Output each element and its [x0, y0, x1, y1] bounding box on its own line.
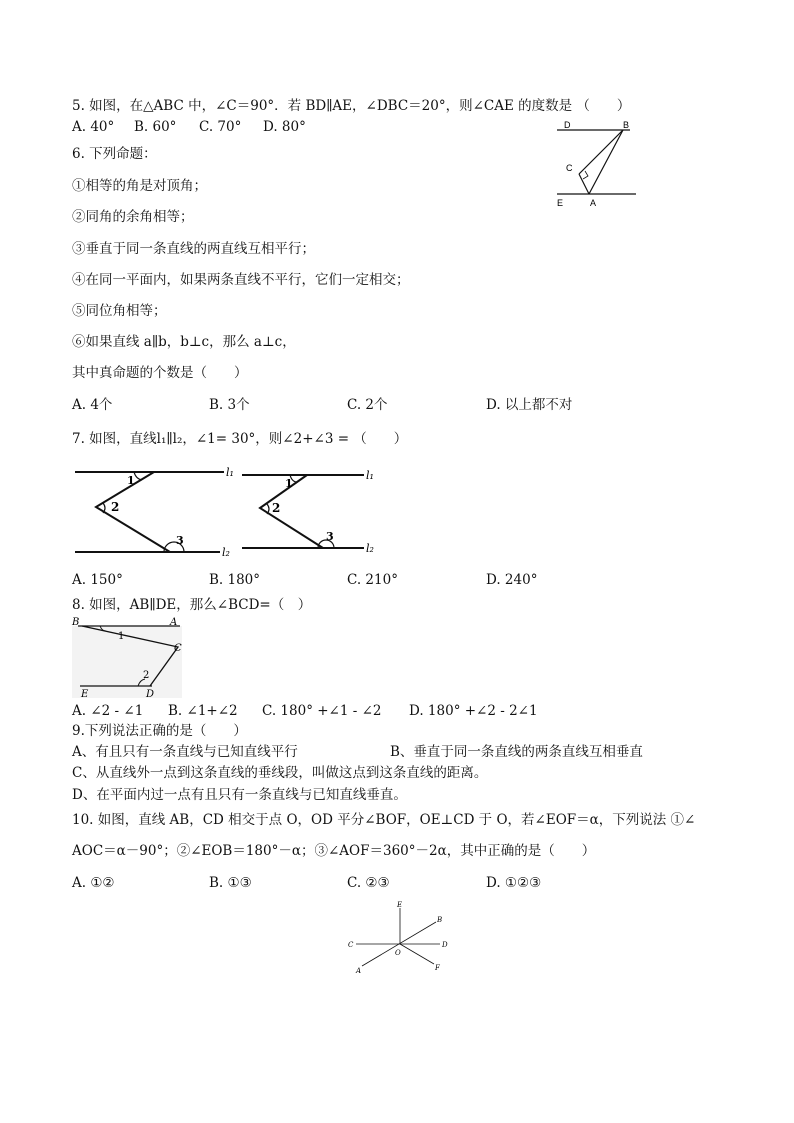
q6-item-2: ②同角的余角相等；	[72, 209, 194, 225]
q7-option-c: C. 210°	[347, 572, 398, 588]
q7-left-label-2: 2	[111, 500, 120, 514]
q7-left-label-3: 3	[176, 534, 184, 547]
q8-stem: 8. 如图，AB∥DE，那么∠BCD=（ ）	[72, 597, 312, 613]
q10-figure	[344, 900, 454, 980]
q5-stem: 5. 如图，在△ABC 中，∠C＝90°．若 BD∥AE，∠DBC＝20°，则∠CAE 的度数是 （ ）	[72, 98, 631, 114]
q6-option-c: C. 2个	[347, 397, 388, 413]
q7-right-label-l2: l₂	[366, 542, 374, 555]
q6-question: 其中真命题的个数是（ ）	[72, 365, 248, 381]
q7-figure-left	[72, 460, 242, 560]
q8-label-c: C	[174, 643, 182, 654]
q9-option-a: A、有且只有一条直线与已知直线平行	[72, 744, 298, 760]
q6-option-b: B. 3个	[209, 397, 250, 413]
q10-label-d: D	[442, 941, 448, 949]
q7-right-label-2: 2	[272, 501, 281, 515]
q9-option-b: B、垂直于同一条直线的两条直线互相垂直	[390, 744, 643, 760]
q6-stem: 6. 下列命题：	[72, 146, 157, 162]
q7-right-label-3: 3	[326, 530, 334, 543]
q8-option-d: D. 180° +∠2 - 2∠1	[409, 703, 538, 719]
q8-label-d: D	[146, 689, 155, 700]
q5-option-c: C. 70°	[199, 119, 242, 135]
q10-option-b: B. ①③	[209, 875, 252, 891]
q9-option-c: C、从直线外一点到这条直线的垂线段，叫做这点到这条直线的距离。	[72, 765, 488, 781]
q9-option-d: D、在平面内过一点有且只有一条直线与已知直线垂直。	[72, 787, 407, 803]
q8-label-a: A	[170, 617, 178, 628]
q8-label-1: 1	[118, 631, 125, 642]
q10-label-a: A	[356, 967, 362, 975]
q8-option-a: A. ∠2 - ∠1	[72, 703, 144, 719]
q7-stem: 7. 如图，直线l₁∥l₂，∠1= 30°，则∠2+∠3 = （ ）	[72, 431, 408, 447]
q5-option-b: B. 60°	[134, 119, 177, 135]
q10-stem-line2: AOC＝α－90°；②∠EOB＝180°－α；③∠AOF＝360°－2α，其中正确的是（ ）	[72, 843, 596, 859]
q7-option-a: A. 150°	[72, 572, 123, 588]
q9-stem: 9.下列说法正确的是（ ）	[72, 723, 247, 739]
q10-label-e: E	[397, 901, 403, 909]
q7-left-label-l1: l₁	[226, 466, 234, 479]
q5-option-a: A. 40°	[72, 119, 115, 135]
q6-option-a: A. 4个	[72, 397, 113, 413]
q8-figure	[72, 614, 187, 700]
q5-figure	[550, 118, 650, 210]
q8-option-b: B. ∠1+∠2	[168, 703, 238, 719]
q5-label-a: A	[590, 198, 597, 208]
q7-right-label-l1: l₁	[366, 469, 374, 482]
q8-label-2: 2	[143, 670, 150, 681]
q5-label-d: D	[564, 120, 571, 130]
q10-option-a: A. ①②	[72, 875, 115, 891]
q6-item-6: ⑥如果直线 a∥b，b⊥c，那么 a⊥c，	[72, 334, 296, 350]
q8-label-e: E	[81, 689, 89, 700]
q7-right-label-1: 1	[285, 477, 293, 490]
q6-item-1: ①相等的角是对顶角；	[72, 178, 207, 194]
q5-option-d: D. 80°	[263, 119, 306, 135]
q10-label-o: O	[395, 949, 401, 957]
q6-item-5: ⑤同位角相等；	[72, 303, 167, 319]
q8-label-b: B	[72, 617, 80, 628]
q10-label-b: B	[437, 916, 443, 924]
q6-item-3: ③垂直于同一条直线的两直线互相平行；	[72, 241, 315, 257]
q10-label-c: C	[348, 941, 354, 949]
q10-stem-line1: 10. 如图，直线 AB，CD 相交于点 O，OD 平分∠BOF，OE⊥CD 于 O，若∠EOF＝α，下列说法 ①∠	[72, 812, 696, 828]
q5-label-e: E	[557, 198, 564, 208]
q7-left-label-1: 1	[127, 474, 135, 487]
q6-option-d: D. 以上都不对	[486, 397, 573, 413]
q5-label-b: B	[623, 120, 630, 130]
q10-option-c: C. ②③	[347, 875, 390, 891]
q7-option-d: D. 240°	[486, 572, 538, 588]
q10-label-f: F	[435, 964, 440, 972]
q7-option-b: B. 180°	[209, 572, 261, 588]
q8-option-c: C. 180° +∠1 - ∠2	[262, 703, 382, 719]
q10-option-d: D. ①②③	[486, 875, 542, 891]
q5-label-c: C	[566, 163, 573, 173]
q7-figure-right	[240, 460, 385, 560]
q6-item-4: ④在同一平面内，如果两条直线不平行，它们一定相交；	[72, 272, 410, 288]
q7-left-label-l2: l₂	[222, 546, 230, 559]
